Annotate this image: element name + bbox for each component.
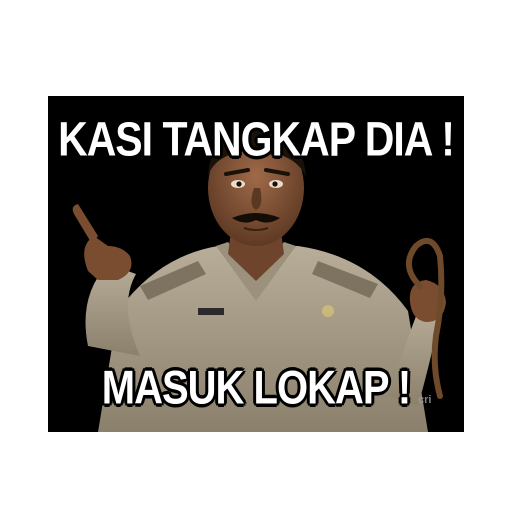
watermark: cri: [418, 394, 432, 406]
name-tag: [198, 308, 224, 315]
pointing-finger: [73, 204, 98, 244]
bottom-caption: MASUK LOKAP !: [101, 362, 411, 414]
badge: [322, 305, 334, 317]
meme-image-panel: [48, 96, 464, 432]
top-caption: KASI TANGKAP DIA !: [58, 112, 454, 167]
